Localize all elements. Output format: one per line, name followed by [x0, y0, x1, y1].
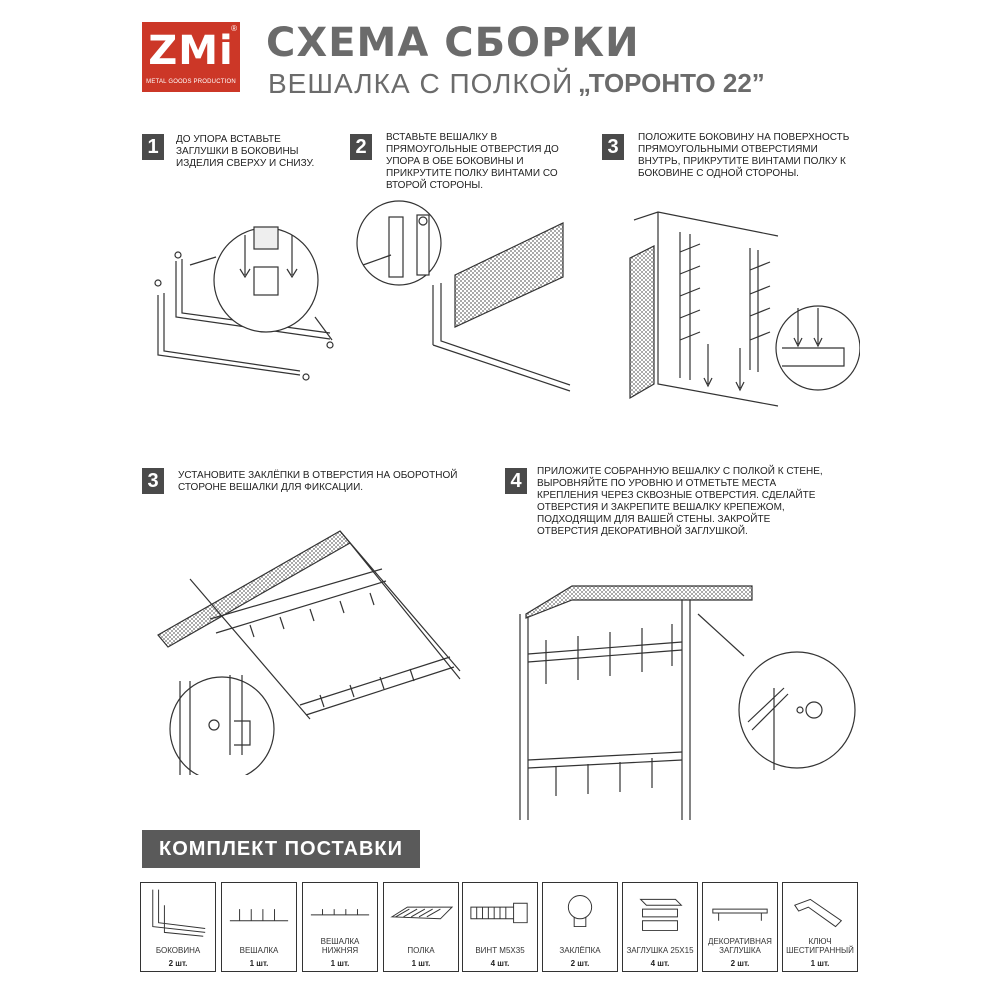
decorative-cap-icon	[713, 909, 767, 921]
part-qty: 2 шт.	[570, 959, 590, 968]
part-name: ПОЛКА	[407, 946, 435, 955]
part-name: БОКОВИНА	[155, 946, 201, 955]
part-end-cap	[622, 882, 698, 972]
part-qty: 1 шт.	[330, 959, 350, 968]
page-title: СХЕМА СБОРКИ	[266, 20, 640, 66]
step-3-illustration	[620, 198, 860, 413]
page-subtitle: ВЕШАЛКА С ПОЛКОЙ	[268, 68, 574, 99]
part-name: ЗАГЛУШКА 25Х15	[626, 946, 694, 955]
step-1-illustration	[150, 205, 350, 390]
part-rivet	[542, 882, 618, 972]
step-3-number: 3	[602, 134, 624, 160]
step-3-text: ПОЛОЖИТЕ БОКОВИНУ НА ПОВЕРХНОСТЬ ПРЯМОУГОЛЬНЫМИ ОТВЕРСТИЯМИ ВНУТРЬ, ПРИКРУТИТЕ ВИНТАМИ ПОЛКУ К БОКОВИНЕ С ОДНОЙ СТОРОНЫ.	[638, 132, 850, 179]
kit-banner	[142, 830, 420, 868]
step-1-number: 1	[142, 134, 164, 160]
kit-title: КОМПЛЕКТ ПОСТАВКИ	[159, 838, 403, 860]
end-cap-icon	[641, 899, 682, 930]
brand-logo	[142, 22, 240, 92]
step-2-illustration	[355, 195, 585, 405]
step-2-number: 2	[350, 134, 372, 160]
step-4-illustration	[512, 570, 862, 825]
mesh-shelf-icon	[392, 907, 452, 919]
part-name: ДЕКОРАТИВНАЯ ЗАГЛУШКА	[708, 937, 772, 955]
part-qty: 1 шт.	[411, 959, 431, 968]
model-name: „ТОРОНТО 22”	[578, 68, 765, 98]
part-qty: 4 шт.	[650, 959, 670, 968]
part-hook-rail	[221, 882, 297, 972]
part-qty: 2 шт.	[168, 959, 188, 968]
part-name: КЛЮЧ ШЕСТИГРАННЫЙ	[786, 937, 854, 955]
part-qty: 2 шт.	[730, 959, 750, 968]
step-1-text: ДО УПОРА ВСТАВЬТЕ ЗАГЛУШКИ В БОКОВИНЫ ИЗДЕЛИЯ СВЕРХУ И СНИЗУ.	[176, 134, 315, 169]
screw-icon	[471, 903, 527, 922]
part-qty: 1 шт.	[249, 959, 269, 968]
part-side-frame	[140, 882, 216, 972]
step-2-text: ВСТАВЬТЕ ВЕШАЛКУ В ПРЯМОУГОЛЬНЫЕ ОТВЕРСТИЯ ДО УПОРА В ОБЕ БОКОВИНЫ И ПРИКРУТИТЕ ПОЛКУ ВИНТАМИ СО ВТОРОЙ СТОРОНЫ.	[386, 132, 559, 191]
step-3b-illustration	[150, 525, 480, 775]
rivet-icon	[568, 896, 591, 927]
logo-registered-mark: ®	[231, 24, 237, 33]
hex-key-icon	[795, 899, 842, 926]
part-screw	[462, 882, 538, 972]
side-frame-icon	[153, 890, 205, 937]
hook-rail-icon	[230, 909, 288, 921]
step-4-text: ПРИЛОЖИТЕ СОБРАННУЮ ВЕШАЛКУ С ПОЛКОЙ К СТЕНЕ, ВЫРОВНЯЙТЕ ПО УРОВНЮ И ОТМЕТЬТЕ МЕСТА КРЕПЛЕНИЯ ЧЕРЕЗ СКВОЗНЫЕ ОТВЕРСТИЯ. СДЕЛАЙТЕ ОТВЕРСТИЯ И ЗАКРЕПИТЕ ВЕШАЛКУ КРЕПЕЖОМ, ПОДХОДЯЩИМ ДЛЯ ВАШЕЙ СТЕНЫ. ЗАКРОЙТЕ ОТВЕРСТИЯ ДЕКОРАТИВНОЙ ЗАГЛУШКОЙ.	[537, 466, 823, 537]
step-4-number: 4	[505, 468, 527, 494]
part-decorative-cap	[702, 882, 778, 972]
part-name: ВЕШАЛКА	[239, 946, 279, 955]
part-name: ВИНТ М5Х35	[475, 946, 525, 955]
part-shelf	[383, 882, 459, 972]
part-qty: 1 шт.	[810, 959, 830, 968]
part-hex-key	[782, 882, 858, 972]
logo-tagline: METAL GOODS PRODUCTION	[146, 79, 236, 85]
logo-brand: ZMi	[148, 28, 234, 74]
lower-hook-rail-icon	[311, 909, 369, 915]
step-3b-text: УСТАНОВИТЕ ЗАКЛЁПКИ В ОТВЕРСТИЯ НА ОБОРОТНОЙ СТОРОНЕ ВЕШАЛКИ ДЛЯ ФИКСАЦИИ.	[178, 470, 458, 493]
step-3b-number: 3	[142, 468, 164, 494]
part-qty: 4 шт.	[490, 959, 510, 968]
part-name: ЗАКЛЁПКА	[559, 946, 601, 955]
part-lower-hook-rail	[302, 882, 378, 972]
part-name: ВЕШАЛКА НИЖНЯЯ	[320, 937, 360, 955]
